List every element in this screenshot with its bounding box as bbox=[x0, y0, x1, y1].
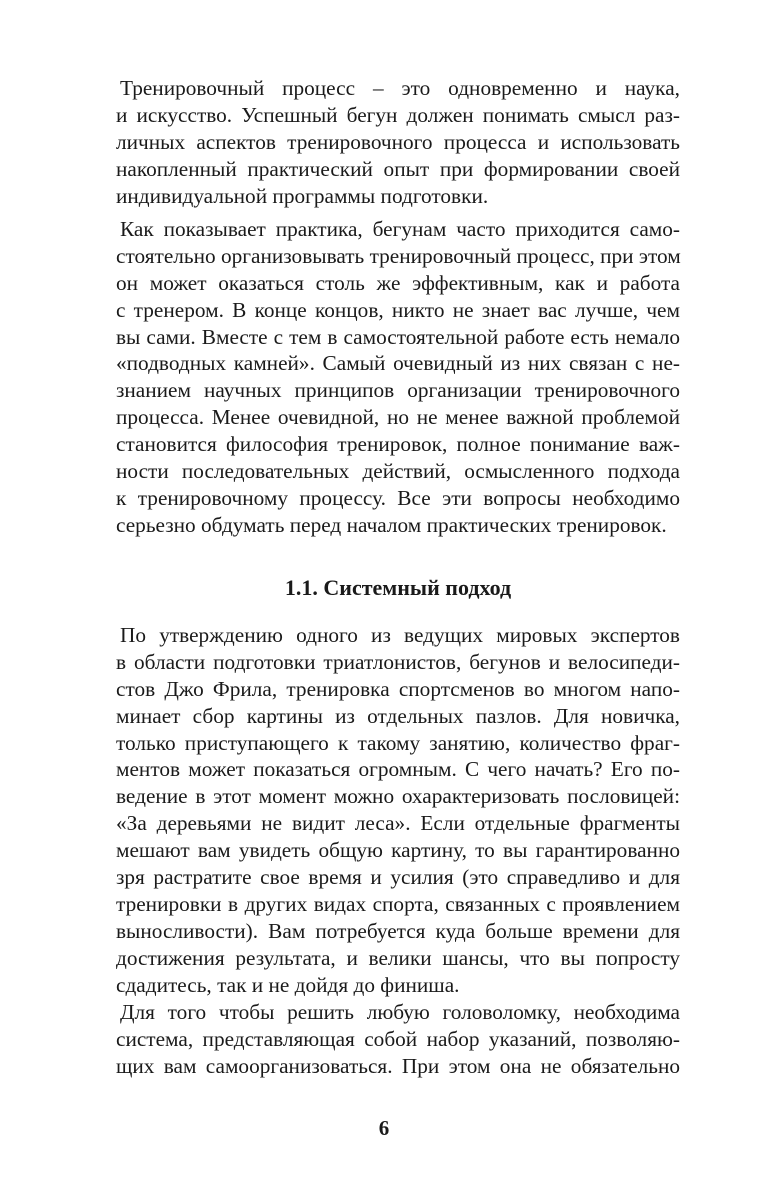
text-line: знанием научных принципов организации тренировочного bbox=[116, 378, 680, 403]
section-heading: 1.1. Системный подход bbox=[284, 575, 512, 600]
text-line: он может оказаться столь же эффективным, как и работа bbox=[116, 270, 680, 295]
text-line: стов Джо Фрила, тренировка спортсменов во многом напо- bbox=[116, 676, 680, 701]
text-line: и искусство. Успешный бегун должен понимать смысл раз- bbox=[116, 102, 680, 127]
text-line: выносливости). Вам потребуется куда больше времени для bbox=[116, 918, 680, 943]
text-line: серьезно обдумать перед началом практических тренировок. bbox=[116, 512, 667, 537]
paragraph-section-2 bbox=[116, 999, 680, 1080]
text-line: стоятельно организовывать тренировочный процесс, при этом bbox=[116, 243, 681, 268]
text-line: ности последовательных действий, осмысленного подхода bbox=[116, 459, 680, 484]
page-number: 6 bbox=[378, 1116, 390, 1140]
text-line: «подводных камней». Самый очевидный из них связан с не- bbox=[116, 351, 680, 376]
text-line: личных аспектов тренировочного процесса и использовать bbox=[116, 129, 680, 154]
text-line: накопленный практический опыт при формировании своей bbox=[116, 156, 680, 181]
text-line: тренировки в других видах спорта, связанных с проявлением bbox=[116, 891, 680, 916]
text-line: в области подготовки триатлонистов, бегунов и велосипеди- bbox=[116, 649, 680, 674]
text-line: процесса. Менее очевидной, но не менее важной проблемой bbox=[116, 405, 680, 430]
text-line: зря растратите свое время и усилия (это справедливо и для bbox=[116, 865, 680, 890]
text-line: достижения результата, и велики шансы, что вы попросту bbox=[116, 945, 680, 970]
text-line: мешают вам увидеть общую картину, то вы гарантированно bbox=[116, 838, 680, 863]
text-line: По утверждению одного из ведущих мировых экспертов bbox=[120, 623, 680, 647]
text-line: система, представляющая собой набор указаний, позволяю- bbox=[116, 1026, 680, 1051]
text-line: с тренером. В конце концов, никто не знает вас лучше, чем bbox=[116, 297, 680, 322]
paragraph-section-1 bbox=[116, 622, 680, 998]
paragraph-intro-2 bbox=[116, 216, 680, 539]
text-line: минает сбор картины из отдельных пазлов. Для новичка, bbox=[116, 703, 680, 728]
text-line: ведение в этот момент можно охарактеризовать пословицей: bbox=[116, 784, 680, 809]
text-line: Для того чтобы решить любую головоломку, необходима bbox=[120, 1000, 680, 1024]
text-line: сдадитесь, так и не дойдя до финиша. bbox=[116, 972, 460, 997]
text-line: только приступающего к такому занятию, количество фраг- bbox=[116, 730, 680, 755]
text-line: «За деревьями не видит леса». Если отдельные фрагменты bbox=[116, 811, 680, 836]
text-line: к тренировочному процессу. Все эти вопросы необходимо bbox=[116, 485, 680, 510]
text-line: щих вам самоорганизоваться. При этом она не обязательно bbox=[116, 1053, 680, 1078]
text-line: вы сами. Вместе с тем в самостоятельной работе есть немало bbox=[116, 324, 680, 349]
text-line: индивидуальной программы подготовки. bbox=[116, 183, 489, 208]
text-line: Как показывает практика, бегунам часто приходится само- bbox=[120, 217, 680, 241]
text-line: Тренировочный процесс – это одновременно и наука, bbox=[120, 76, 680, 100]
paragraph-intro-1 bbox=[116, 75, 680, 209]
text-line: ментов может показаться огромным. С чего начать? Его по- bbox=[116, 757, 680, 782]
text-line: становится философия тренировок, полное понимание важ- bbox=[116, 432, 680, 457]
